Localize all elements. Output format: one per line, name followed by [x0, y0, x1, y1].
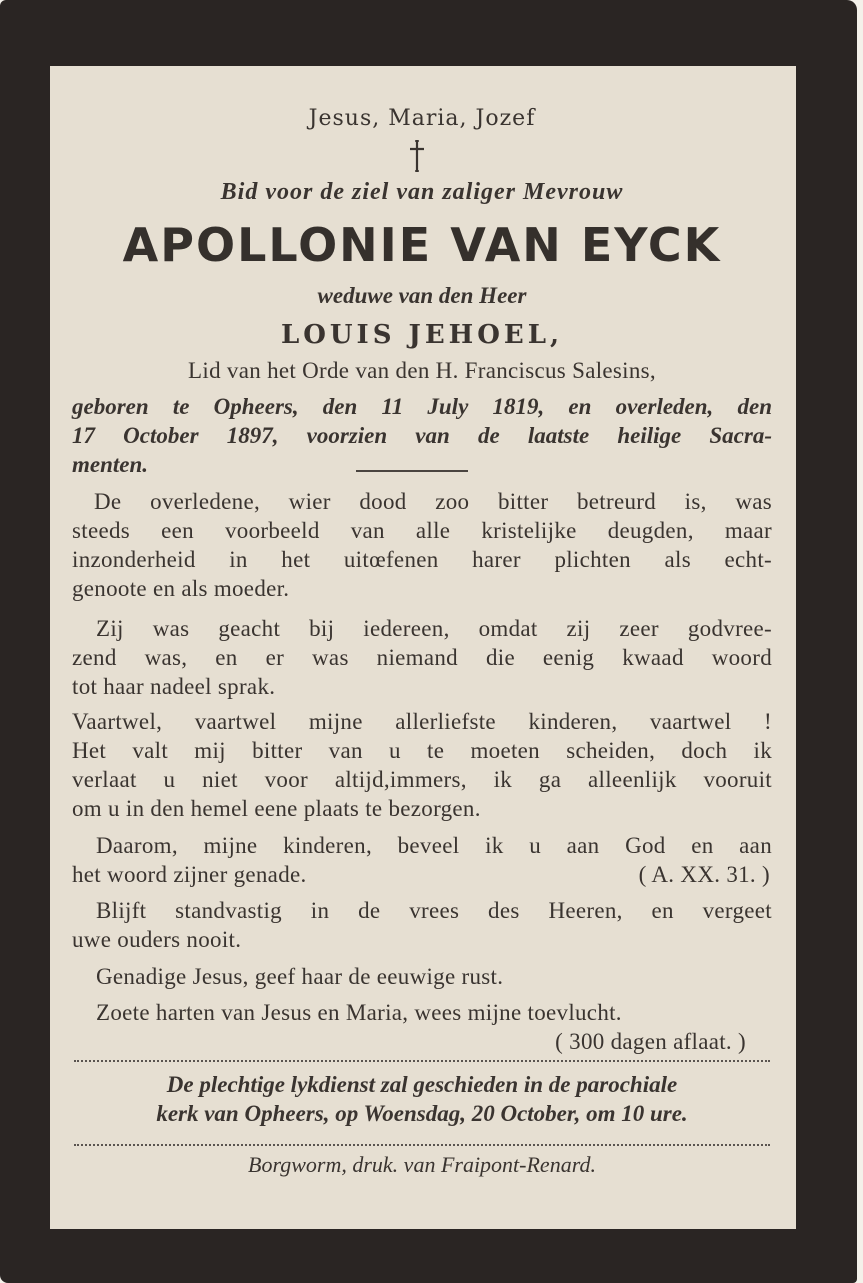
paragraph-line: tot haar nadeel sprak. [72, 674, 276, 699]
widow-of: weduwe van den Heer [317, 283, 527, 308]
paragraph-line: zend was, en er was niemand die eenig kwaad woord [72, 645, 772, 670]
card-paper [50, 66, 796, 1229]
prayer-line: Zoete harten van Jesus en Maria, wees mijne toevlucht. [96, 1000, 622, 1025]
dotted-divider [74, 1060, 770, 1062]
paragraph-line: verlaat u niet voor altijd,immers, ik ga alleenlijk vooruit [72, 767, 772, 792]
paragraph-line: Het valt mij bitter van u te moeten scheiden, doch ik [72, 738, 772, 763]
invocation: Jesus, Maria, Jozef [308, 106, 536, 131]
paragraph-line: het woord zijner genade. [72, 862, 307, 887]
paragraph-line: steeds een voorbeeld van alle kristelijke deugden, maar [72, 518, 772, 543]
bio-line: menten. [72, 452, 149, 477]
paragraph-line: De overledene, wier dood zoo bitter betreurd is, was [94, 489, 772, 514]
paragraph-line: Daarom, mijne kinderen, beveel ik u aan God en aan [96, 833, 772, 858]
indulgence: ( 300 dagen aflaat. ) [555, 1029, 746, 1054]
cross-icon [407, 138, 427, 174]
prayer-intro: Bid voor de ziel van zaliger Mevrouw [220, 179, 624, 205]
bio-line: 17 October 1897, voorzien van de laatste heilige Sacra- [72, 423, 772, 448]
order-membership: Lid van het Orde van den H. Franciscus Salesins, [188, 358, 656, 383]
paragraph-line: uwe ouders nooit. [72, 927, 242, 952]
scripture-reference: ( A. XX. 31. ) [638, 862, 770, 887]
paragraph-line: genoote en als moeder. [72, 576, 290, 601]
prayer-line: Genadige Jesus, geef haar de eeuwige rust. [96, 964, 504, 989]
paragraph-line: om u in den hemel eene plaats te bezorgen. [72, 796, 481, 821]
paragraph-line: inzonderheid in het uitœfenen harer plichten als echt- [72, 547, 772, 572]
bio-line: geboren te Opheers, den 11 July 1819, en overleden, den [72, 394, 772, 419]
funeral-line: De plechtige lykdienst zal geschieden in de parochiale [166, 1072, 678, 1097]
paragraph-line: Zij was geacht bij iedereen, omdat zij zeer godvree- [96, 616, 772, 641]
husband-name: LOUIS JEHOEL, [280, 320, 564, 350]
printer-credit: Borgworm, druk. van Fraipont-Renard. [248, 1152, 596, 1177]
funeral-line: kerk van Opheers, op Woensdag, 20 October, om 10 ure. [156, 1101, 688, 1126]
paragraph-line: Blijft standvastig in de vrees des Heeren, en vergeet [96, 898, 772, 923]
divider [356, 470, 468, 472]
deceased-name: APOLLONIE VAN EYCK [122, 218, 722, 272]
dotted-divider [74, 1144, 770, 1146]
paragraph-line: Vaartwel, vaartwel mijne allerliefste kinderen, vaartwel ! [72, 709, 772, 734]
